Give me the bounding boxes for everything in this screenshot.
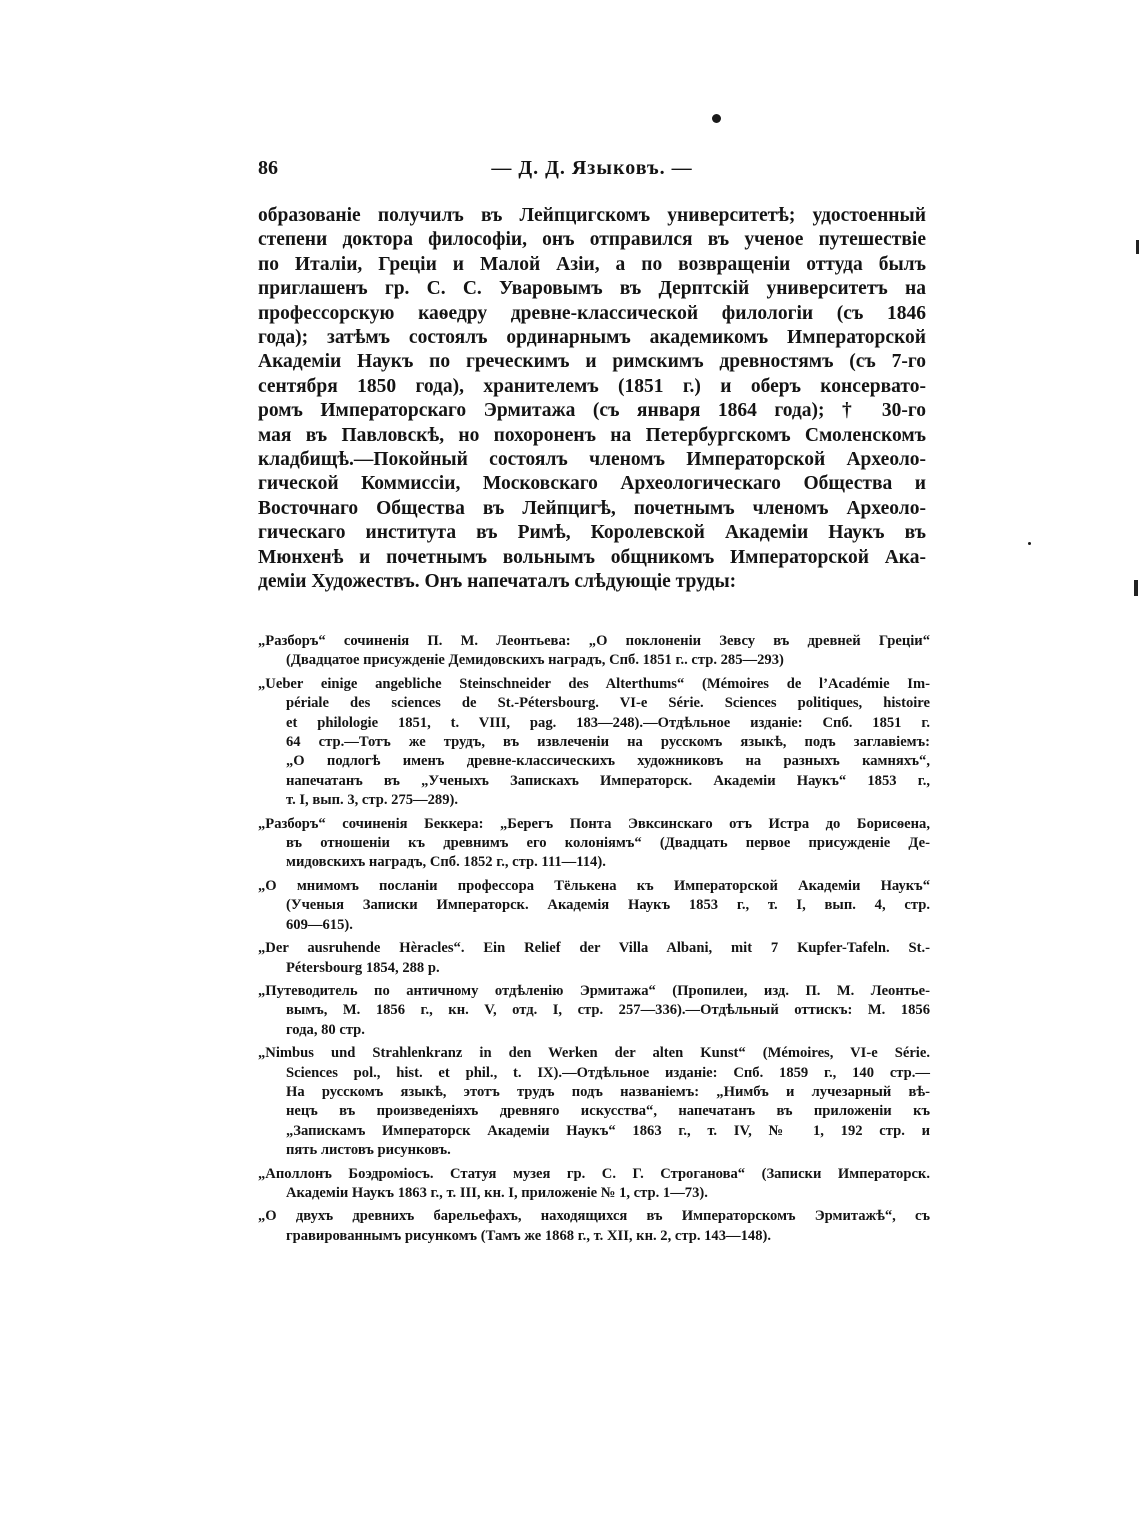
bibliography-entry [258, 675, 930, 811]
bibliography-entry [258, 1044, 930, 1160]
entry-line: „Ueber einige angebliche Steinschneider des Alterthums“ (Mémoires de l’Académie Im- [258, 675, 930, 692]
margin-mark [1134, 580, 1138, 596]
body-line: Академіи Наукъ по греческимъ и римскимъ древностямъ (съ 7-го [258, 351, 926, 373]
entry-line: пять листовъ рисунковъ. [286, 1142, 451, 1159]
page-header [258, 155, 926, 189]
page-number: 86 [258, 157, 278, 179]
body-line: по Италіи, Греціи и Малой Азіи, а по возвращеніи оттуда былъ [258, 253, 926, 275]
ink-speck [712, 114, 721, 123]
entry-line: гравированнымъ рисункомъ (Тамъ же 1868 г., т. XII, кн. 2, стр. 143—148). [286, 1227, 772, 1244]
entry-line: нецъ въ произведеніяхъ древняго искусства“, напечатанъ въ приложеніи къ [286, 1103, 930, 1120]
bibliography-entry [258, 877, 930, 935]
entry-line: т. I, вып. 3, стр. 275—289). [286, 792, 459, 809]
entry-line: На русскомъ языкѣ, этотъ трудъ подъ названіемъ: „Нимбъ и лучезарный вѣ- [286, 1083, 930, 1100]
body-line: профессорскую каѳедру древне-классической филологіи (съ 1846 [258, 302, 926, 324]
bibliography-entry [258, 1207, 930, 1246]
entry-line: „Аполлонъ Боэдроміосъ. Статуя музея гр. С. Г. Строганова“ (Записки Императорск. [258, 1165, 930, 1182]
body-line: Мюнхенѣ и почетнымъ вольнымъ общникомъ Императорской Ака- [258, 546, 926, 568]
body-line: гическаго института въ Римѣ, Королевской Академіи Наукъ въ [258, 522, 926, 544]
entry-line: périale des sciences de St.-Pétersbourg. VI-e Série. Sciences politiques, histoire [286, 695, 930, 712]
body-line: образованіе получилъ въ Лейпцигскомъ университетѣ; удостоенный [258, 205, 926, 226]
entry-line: „Nimbus und Strahlenkranz in den Werken der alten Kunst“ (Mémoires, VI-e Série. [258, 1045, 930, 1062]
body-line: ромъ Императорскаго Эрмитажа (съ января 1864 года); † 30-го [258, 400, 926, 422]
running-head: — Д. Д. Языковъ. — [491, 157, 693, 179]
entry-line: (Двадцатое присужденіе Демидовскихъ наградъ, Спб. 1851 г.. стр. 285—293) [286, 652, 784, 669]
entry-line: (Ученыя Записки Императорск. Академія Наукъ 1853 г., т. I, вып. 4, стр. [286, 897, 930, 914]
entry-line: 609—615). [286, 916, 353, 933]
body-line: мая въ Павловскѣ, но похороненъ на Петербургскомъ Смоленскомъ [258, 424, 926, 446]
body-line: года); затѣмъ состоялъ ординарнымъ академикомъ Императорской [258, 327, 926, 349]
bibliography-entry [258, 982, 930, 1040]
body-line: гической Коммиссіи, Московскаго Археологическаго Общества и [258, 473, 926, 495]
body-line: деміи Художествъ. Онъ напечаталъ слѣдующіе труды: [258, 571, 737, 593]
bibliography-entry [258, 939, 930, 978]
ink-speck [1028, 542, 1031, 545]
margin-mark [1136, 240, 1139, 254]
entry-line: въ отношеніи къ древнимъ его колоніямъ“ (Двадцать первое присужденіе Де- [286, 835, 930, 852]
entry-line: „О двухъ древнихъ барельефахъ, находящихся въ Императорскомъ Эрмитажѣ“, съ [258, 1208, 930, 1225]
entry-line: года, 80 стр. [286, 1021, 365, 1038]
bibliography-entry [258, 1165, 930, 1204]
entry-line: вымъ, М. 1856 г., кн. V, отд. I, стр. 257—336).—Отдѣльный оттискъ: М. 1856 [286, 1002, 930, 1019]
entry-line: et philologie 1851, t. VIII, pag. 183—248).—Отдѣльное изданіе: Спб. 1851 г. [286, 714, 930, 731]
body-line: Восточнаго Общества въ Лейпцигѣ, почетнымъ членомъ Археоло- [258, 497, 926, 519]
entry-line: „Путеводитель по античному отдѣленію Эрмитажа“ (Пропилеи, изд. П. М. Леонтье- [258, 982, 930, 999]
bibliography-entry [258, 632, 930, 671]
body-paragraph [258, 204, 926, 595]
body-line: приглашенъ гр. С. С. Уваровымъ въ Дерптскій университетъ на [258, 278, 926, 300]
entry-line: Pétersbourg 1854, 288 p. [286, 959, 440, 976]
entry-line: „О мнимомъ посланіи профессора Тёлькена къ Императорской Академіи Наукъ“ [258, 877, 930, 894]
entry-line: „Разборъ“ сочиненія П. М. Леонтьева: „О поклоненіи Зевсу въ древней Греціи“ [258, 633, 930, 649]
entry-line: „Запискамъ Императорск Академіи Наукъ“ 1863 г., т. IV, № 1, 192 стр. и [286, 1122, 930, 1139]
entry-line: мидовскихъ наградъ, Спб. 1852 г., стр. 111—114). [286, 854, 606, 871]
entry-line: „О подлогѣ именъ древне-классическихъ художниковъ на разныхъ камняхъ“, [286, 753, 930, 770]
entry-line: „Разборъ“ сочиненія Беккера: „Берегъ Понта Эвксинскаго отъ Истра до Борисѳена, [258, 815, 930, 832]
body-line: сентября 1850 года), хранителемъ (1851 г.) и оберъ консервато- [258, 375, 926, 397]
bibliography-list [258, 632, 930, 1250]
entry-line: „Der ausruhende Hèracles“. Ein Relief der Villa Albani, mit 7 Kupfer-Tafeln. St.- [258, 940, 930, 957]
entry-line: Sciences pol., hist. et phil., t. IX).—Отдѣльное изданіе: Спб. 1859 г., 140 стр.— [286, 1064, 930, 1081]
entry-line: Академіи Наукъ 1863 г., т. III, кн. I, приложеніе № 1, стр. 1—73). [286, 1184, 708, 1201]
body-line: кладбищѣ.—Покойный состоялъ членомъ Императорской Археоло- [258, 449, 926, 471]
body-line: степени доктора философіи, онъ отправился въ ученое путешествіе [258, 229, 926, 251]
bibliography-entry [258, 815, 930, 873]
entry-line: 64 стр.—Тотъ же трудъ, въ извлеченіи на русскомъ языкѣ, подъ заглавіемъ: [286, 734, 930, 751]
entry-line: напечатанъ въ „Ученыхъ Запискахъ Императорск. Академіи Наукъ“ 1853 г., [286, 772, 930, 789]
